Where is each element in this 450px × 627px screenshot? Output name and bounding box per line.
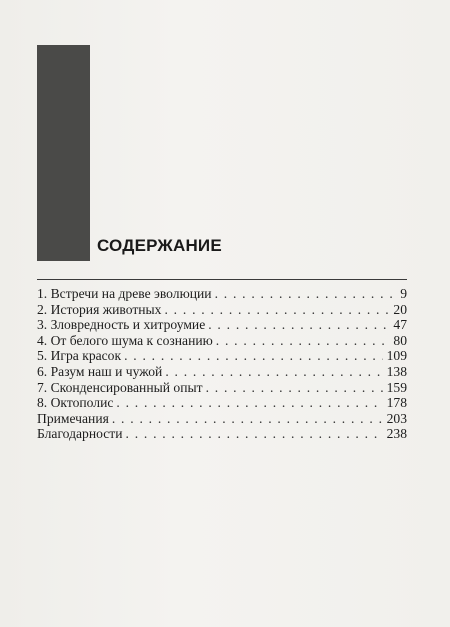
toc-entry — [37, 302, 407, 318]
toc-entry-title: 6. Разум наш и чужой — [37, 363, 163, 379]
toc-entry-page-number: 178 — [386, 395, 407, 411]
decorative-bar — [37, 45, 90, 261]
toc-entry-page-number: 9 — [400, 286, 407, 301]
toc-leader-dots — [164, 302, 389, 318]
toc-leader-dots — [206, 380, 383, 396]
toc-entry-title: 4. От белого шума к сознанию — [37, 332, 213, 348]
toc-entry — [37, 317, 407, 333]
toc-leader-dots — [208, 317, 389, 333]
toc-entry-title: 1. Встречи на древе эволюции — [37, 286, 212, 301]
toc-entry-title: 7. Сконденсированный опыт — [37, 379, 203, 395]
heading-rule — [37, 279, 407, 280]
toc-entry — [37, 286, 407, 302]
toc-entry-page-number: 80 — [393, 332, 407, 348]
toc-leader-dots — [215, 286, 397, 302]
page-title: СОДЕРЖАНИЕ — [97, 236, 222, 255]
toc-leader-dots — [126, 426, 383, 442]
toc-entry — [37, 364, 407, 380]
toc-entry — [37, 380, 407, 396]
toc-entry-page-number: 20 — [393, 301, 407, 317]
toc-entry — [37, 348, 407, 364]
toc-leader-dots — [112, 411, 383, 427]
table-of-contents — [37, 286, 407, 442]
toc-entry-page-number: 109 — [386, 348, 407, 364]
toc-entry-page-number: 203 — [386, 410, 407, 426]
toc-entry-title: 5. Игра красок — [37, 348, 122, 364]
toc-leader-dots — [124, 348, 383, 364]
toc-entry-page-number: 138 — [386, 363, 407, 379]
toc-leader-dots — [216, 333, 390, 349]
toc-entry-title: 3. Зловредность и хитроумие — [37, 317, 206, 333]
toc-entry-title: Примечания — [37, 410, 109, 426]
toc-entry-page-number: 47 — [393, 317, 407, 333]
toc-entry — [37, 395, 407, 411]
toc-leader-dots — [116, 395, 382, 411]
toc-entry — [37, 333, 407, 349]
toc-entry-title: 8. Октополис — [37, 395, 114, 411]
toc-leader-dots — [165, 364, 382, 380]
toc-entry — [37, 411, 407, 427]
toc-entry — [37, 426, 407, 442]
toc-entry-title: 2. История животных — [37, 301, 162, 317]
toc-entry-page-number: 238 — [386, 426, 407, 442]
toc-entry-page-number: 159 — [386, 379, 407, 395]
toc-entry-title: Благодарности — [37, 426, 123, 442]
